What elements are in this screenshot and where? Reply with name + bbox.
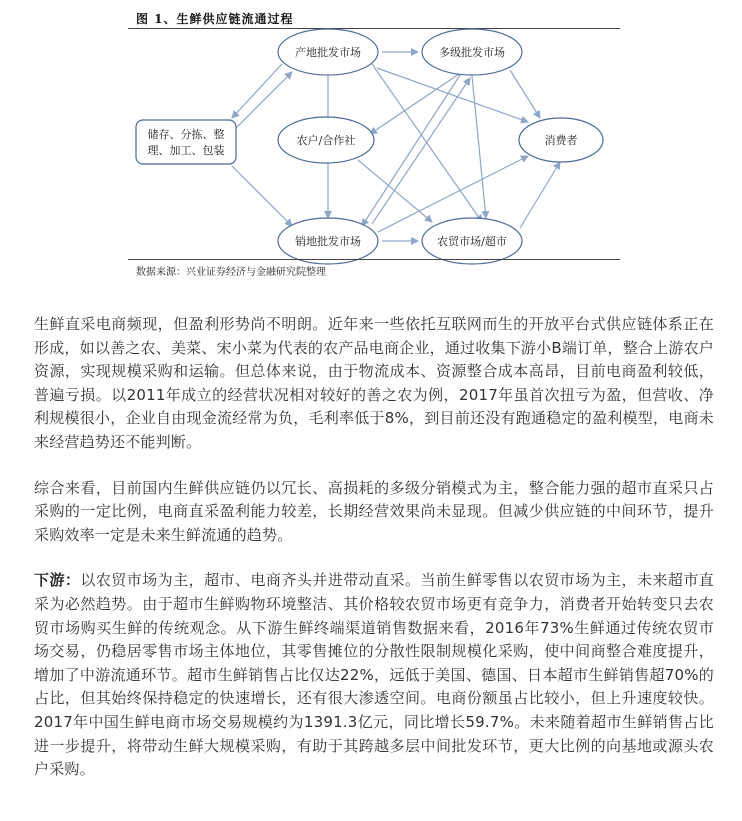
node-sales-market	[278, 218, 378, 264]
svg-text:消费者: 消费者	[544, 134, 578, 147]
paragraph-text: 生鲜直采电商频现，但盈利形势尚不明朗。近年来一些依托互联网而生的开放平台式供应链体系正在形成，如以善之农、美菜、宋小菜为代表的农产品电商企业，通过收集下游小B端订单，整合上游农户资源，实现规模采购和运输。但总体来说，由于物流成本、资源整合成本高昂，目前电商盈利较低，普遍亏损。以2011年成立的经营状况相对较好的善之农为例，2017年虽首次扭亏为盈，但营收、净利规模很小，企业自由现金流经常为负，毛利率低于8%，到目前还没有跑通稳定的盈利模型，电商未来经营趋势还不能判断。	[34, 315, 714, 451]
article-body	[34, 313, 714, 804]
paragraph-downstream	[34, 569, 714, 781]
arrow-multi-to-consumer	[510, 70, 540, 118]
svg-text:理、加工、包装: 理、加工、包装	[147, 144, 225, 157]
svg-text:销地批发市场: 销地批发市场	[295, 235, 361, 248]
figure-bottom-rule	[128, 259, 620, 260]
arrow-storage-to-origin	[236, 72, 292, 128]
svg-text:储存、分拣、整: 储存、分拣、整	[147, 128, 225, 141]
node-origin-market	[278, 29, 378, 75]
arrow-storage-to-sales	[232, 166, 292, 226]
arrow-farm-to-consumer	[520, 162, 560, 228]
node-multi-market	[422, 29, 522, 75]
node-farm-market	[422, 218, 522, 264]
svg-text:产地批发市场: 产地批发市场	[295, 46, 361, 59]
arrow-origin-to-storage	[232, 64, 282, 118]
figure-caption: 图 1、生鲜供应链流通过程	[136, 12, 294, 26]
arrow-multi-to-sales	[362, 72, 462, 226]
node-storage	[136, 120, 236, 164]
supply-chain-diagram	[0, 0, 742, 285]
paragraph-text: 以农贸市场为主，超市、电商齐头并进带动直采。当前生鲜零售以农贸市场为主，未来超市直采为必然趋势。由于超市生鲜购物环境整洁、其价格较农贸市场更有竞争力，消费者开始转变只去农贸市场购买生鲜的传统观念。从下游生鲜终端渠道销售数据来看，2016年73%生鲜通过传统农贸市场交易，仍稳居零售市场主体地位，其零售摊位的分散性限制规模化采购，使中间商整合难度提升，增加了中游流通环节。超市生鲜销售占比仅达22%，远低于美国、德国、日本超市生鲜销售超70%的占比，但其始终保持稳定的快速增长，还有很大渗透空间。电商份额虽占比较小，但上升速度较快。2017年中国生鲜电商市场交易规模约为1391.3亿元，同比增长59.7%。未来随着超市生鲜销售占比进一步提升，将带动生鲜大规模采购，有助于其跨越多层中间批发环节，更大比例的向基地或源头农户采购。	[34, 571, 714, 779]
figure-source: 数据来源：兴业证券经济与金融研究院整理	[136, 267, 326, 278]
svg-text:农贸市场/超市: 农贸市场/超市	[437, 235, 507, 248]
node-consumer	[519, 118, 603, 162]
paragraph-text: 综合来看，目前国内生鲜供应链仍以冗长、高损耗的多级分销模式为主，整合能力强的超市直采只占采购的一定比例，电商直采盈利能力较差，长期经营效果尚未显现。但减少供应链的中间环节，提升采购效率一定是未来生鲜流通的趋势。	[34, 478, 714, 544]
svg-text:多级批发市场: 多级批发市场	[439, 46, 505, 59]
paragraph-summary	[34, 477, 714, 548]
arrow-farmers-to-multi	[370, 68, 468, 134]
arrow-farmers-to-farm	[358, 160, 432, 222]
supply-chain-figure	[0, 0, 742, 285]
svg-text:农户/合作社: 农户/合作社	[296, 134, 356, 147]
node-farmers	[278, 117, 374, 163]
paragraph-ecommerce	[34, 313, 714, 455]
arrow-multi-to-farm	[472, 76, 486, 218]
paragraph-lead: 下游：	[34, 571, 81, 590]
